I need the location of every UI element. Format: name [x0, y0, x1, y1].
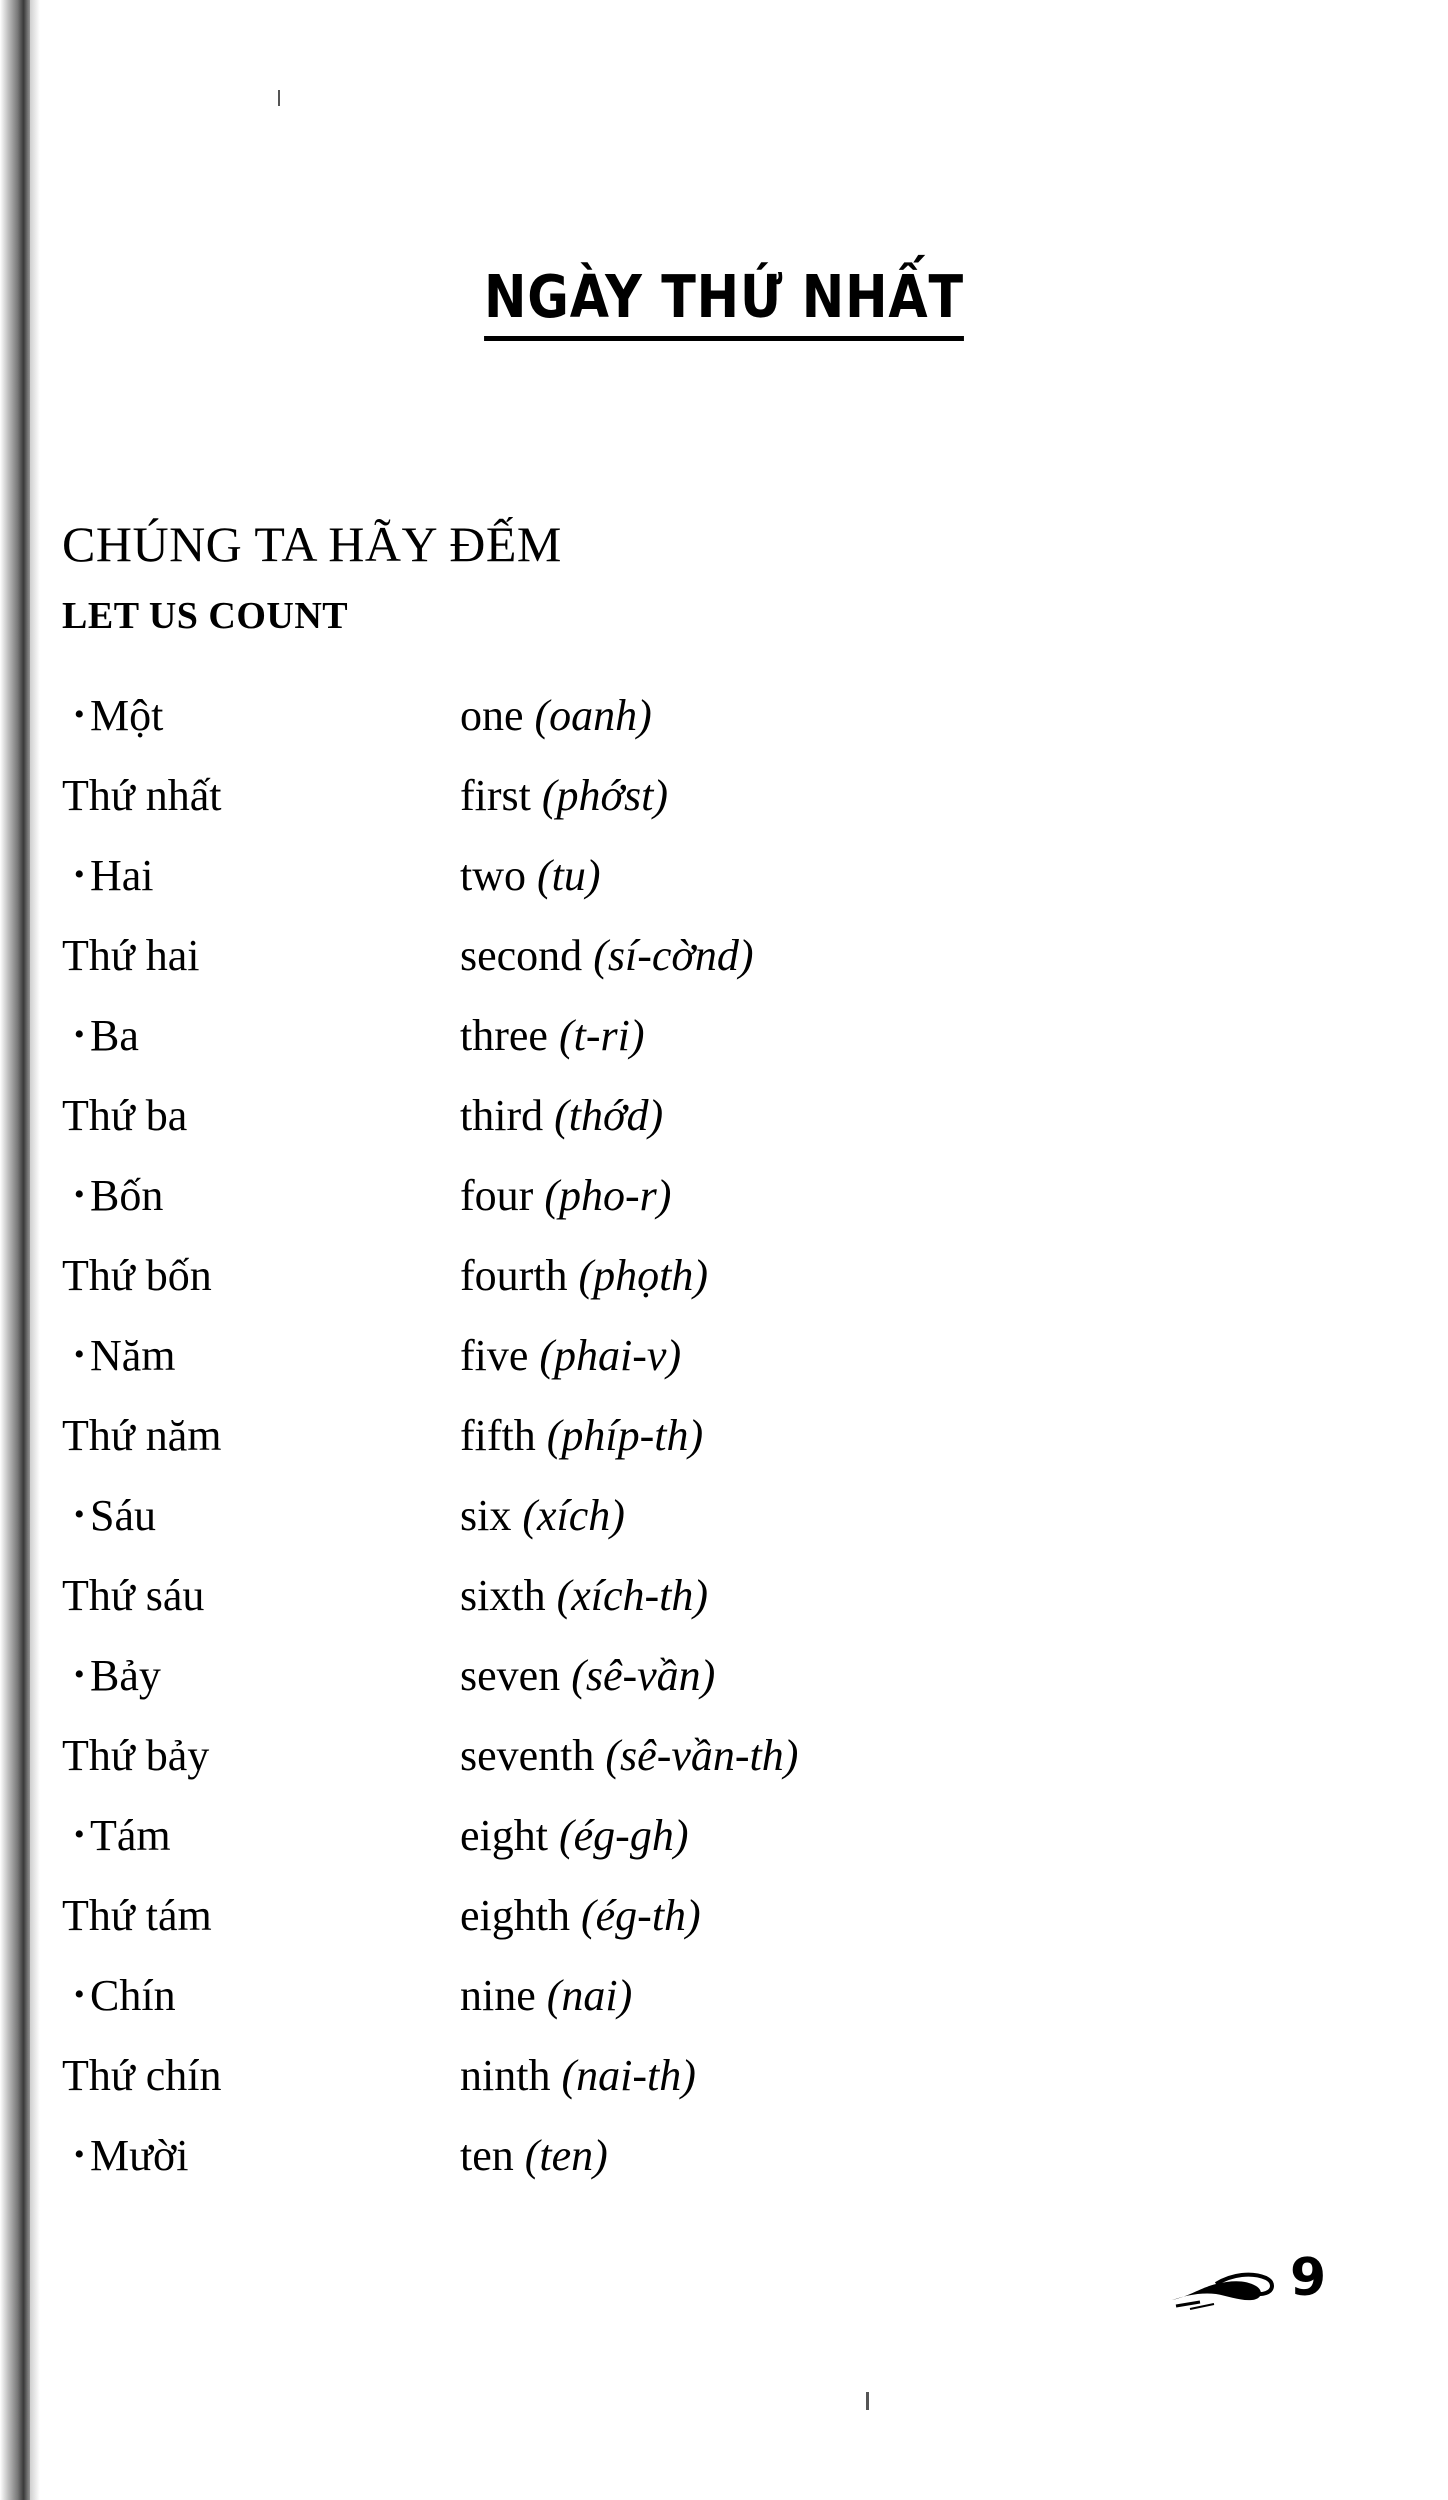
translation-word: seven	[460, 1651, 572, 1700]
vocabulary-term-text: Một	[90, 691, 164, 740]
vocabulary-translation-english	[460, 930, 754, 981]
translation-word: first	[460, 771, 542, 820]
vocabulary-term-vietnamese	[62, 1890, 462, 1941]
vocabulary-term-vietnamese	[62, 1010, 490, 1061]
vocabulary-row	[0, 930, 1448, 1010]
translation-word: seventh	[460, 1731, 606, 1780]
vocabulary-term-text: Tám	[90, 1811, 171, 1860]
vocabulary-translation-english	[460, 1890, 701, 1941]
vocabulary-row	[0, 850, 1448, 930]
pronunciation-gloss: (t-ri)	[558, 1011, 645, 1060]
pronunciation-gloss: (sê-vần-th)	[605, 1731, 799, 1780]
vocabulary-row	[0, 770, 1448, 850]
vocabulary-term-text: Thứ bốn	[62, 1251, 212, 1300]
translation-word: one	[460, 691, 535, 740]
page-number: 9	[1290, 2248, 1327, 2308]
pronunciation-gloss: (nai-th)	[561, 2051, 696, 2100]
vocabulary-term-vietnamese	[62, 930, 462, 981]
translation-word: three	[460, 1011, 559, 1060]
vocabulary-translation-english	[460, 1090, 663, 1141]
vocabulary-translation-english	[460, 1570, 708, 1621]
vocabulary-row	[0, 1570, 1448, 1650]
translation-word: third	[460, 1091, 555, 1140]
section-heading-vietnamese: CHÚNG TA HÃY ĐẾM	[62, 516, 562, 572]
vocabulary-term-vietnamese	[62, 1330, 490, 1381]
vocabulary-term-text: Thứ chín	[62, 2051, 222, 2100]
vocabulary-term-text: Bốn	[90, 1171, 164, 1220]
vocabulary-row	[0, 1890, 1448, 1970]
bullet-icon: •	[74, 1818, 85, 1851]
translation-word: fifth	[460, 1411, 547, 1460]
vocabulary-row	[0, 1250, 1448, 1330]
translation-word: sixth	[460, 1571, 557, 1620]
vocabulary-term-vietnamese	[62, 1090, 462, 1141]
vocabulary-row	[0, 1090, 1448, 1170]
translation-word: eighth	[460, 1891, 581, 1940]
translation-word: two	[460, 851, 537, 900]
vocabulary-term-vietnamese	[62, 1170, 490, 1221]
pronunciation-gloss: (thớd)	[554, 1091, 664, 1140]
section-heading-english: LET US COUNT	[62, 595, 349, 637]
pronunciation-gloss: (pho-r)	[544, 1171, 672, 1220]
chapter-title-text: NGÀY THỨ NHẤT	[484, 262, 964, 341]
vocabulary-row	[0, 1010, 1448, 1090]
vocabulary-row	[0, 1170, 1448, 1250]
vocabulary-term-text: Sáu	[90, 1491, 156, 1540]
vocabulary-translation-english	[460, 1970, 632, 2021]
vocabulary-row	[0, 1810, 1448, 1890]
translation-word: ten	[460, 2131, 525, 2180]
vocabulary-term-vietnamese	[62, 1570, 462, 1621]
vocabulary-translation-english	[460, 1810, 688, 1861]
vocabulary-term-text: Thứ bảy	[62, 1731, 210, 1780]
vocabulary-term-vietnamese	[62, 1730, 462, 1781]
vocabulary-translation-english	[460, 2050, 696, 2101]
vocabulary-term-vietnamese	[62, 1490, 490, 1541]
translation-word: fourth	[460, 1251, 579, 1300]
translation-word: ninth	[460, 2051, 562, 2100]
vocabulary-term-vietnamese	[62, 850, 490, 901]
registration-tick-bottom	[866, 2392, 869, 2410]
vocabulary-translation-english	[460, 1170, 671, 1221]
vocabulary-translation-english	[460, 1410, 703, 1461]
registration-tick-top	[278, 90, 280, 106]
vocabulary-term-text: Thứ năm	[62, 1411, 222, 1460]
vocabulary-term-vietnamese	[62, 770, 462, 821]
bullet-icon: •	[74, 1178, 85, 1211]
bullet-icon: •	[74, 2138, 85, 2171]
translation-word: nine	[460, 1971, 547, 2020]
pronunciation-gloss: (xích)	[522, 1491, 625, 1540]
vocabulary-term-text: Bảy	[90, 1651, 161, 1700]
pronunciation-gloss: (nai)	[546, 1971, 633, 2020]
bullet-icon: •	[74, 858, 85, 891]
vocabulary-term-text: Thứ nhất	[62, 771, 222, 820]
vocabulary-translation-english	[460, 1650, 715, 1701]
bullet-icon: •	[74, 1658, 85, 1691]
translation-word: eight	[460, 1811, 559, 1860]
vocabulary-list	[0, 690, 1448, 2210]
vocabulary-term-text: Chín	[90, 1971, 176, 2020]
pronunciation-gloss: (oanh)	[534, 691, 652, 740]
bullet-icon: •	[74, 1498, 85, 1531]
vocabulary-translation-english	[460, 1010, 644, 1061]
vocabulary-row	[0, 1490, 1448, 1570]
vocabulary-term-vietnamese	[62, 1970, 490, 2021]
vocabulary-row	[0, 2130, 1448, 2210]
flourish-ornament-icon	[1170, 2266, 1280, 2310]
translation-word: six	[460, 1491, 523, 1540]
pronunciation-gloss: (phọth)	[578, 1251, 709, 1300]
bullet-icon: •	[74, 1978, 85, 2011]
chapter-title	[101, 262, 1346, 341]
pronunciation-gloss: (sê-vần)	[571, 1651, 716, 1700]
vocabulary-translation-english	[460, 690, 652, 741]
translation-word: four	[460, 1171, 545, 1220]
pronunciation-gloss: (tu)	[537, 851, 601, 900]
vocabulary-translation-english	[460, 2130, 608, 2181]
vocabulary-term-text: Thứ ba	[62, 1091, 188, 1140]
vocabulary-translation-english	[460, 1250, 708, 1301]
vocabulary-row	[0, 1650, 1448, 1730]
pronunciation-gloss: (sí-cờnd)	[593, 931, 754, 980]
vocabulary-translation-english	[460, 1490, 625, 1541]
vocabulary-term-vietnamese	[62, 690, 490, 741]
vocabulary-row	[0, 690, 1448, 770]
vocabulary-term-text: Thứ tám	[62, 1891, 212, 1940]
vocabulary-term-vietnamese	[62, 1410, 462, 1461]
vocabulary-term-vietnamese	[62, 1810, 490, 1861]
bullet-icon: •	[74, 698, 85, 731]
pronunciation-gloss: (xích-th)	[556, 1571, 709, 1620]
vocabulary-term-text: Thứ sáu	[62, 1571, 205, 1620]
vocabulary-translation-english	[460, 770, 668, 821]
pronunciation-gloss: (phíp-th)	[546, 1411, 704, 1460]
vocabulary-term-vietnamese	[62, 2050, 462, 2101]
vocabulary-term-vietnamese	[62, 1650, 490, 1701]
vocabulary-term-vietnamese	[62, 2130, 490, 2181]
translation-word: five	[460, 1331, 540, 1380]
pronunciation-gloss: (phớst)	[541, 771, 669, 820]
vocabulary-term-text: Mười	[90, 2131, 189, 2180]
vocabulary-term-text: Thứ hai	[62, 931, 200, 980]
bullet-icon: •	[74, 1338, 85, 1371]
vocabulary-row	[0, 2050, 1448, 2130]
vocabulary-row	[0, 1970, 1448, 2050]
translation-word: second	[460, 931, 594, 980]
page-footer	[1150, 2250, 1410, 2330]
vocabulary-term-text: Hai	[90, 851, 154, 900]
vocabulary-translation-english	[460, 1330, 681, 1381]
vocabulary-row	[0, 1410, 1448, 1490]
vocabulary-translation-english	[460, 1730, 798, 1781]
pronunciation-gloss: (ég-th)	[580, 1891, 701, 1940]
vocabulary-row	[0, 1330, 1448, 1410]
vocabulary-translation-english	[460, 850, 601, 901]
pronunciation-gloss: (ten)	[524, 2131, 608, 2180]
vocabulary-row	[0, 1730, 1448, 1810]
bullet-icon: •	[74, 1018, 85, 1051]
vocabulary-term-vietnamese	[62, 1250, 462, 1301]
vocabulary-term-text: Ba	[90, 1011, 139, 1060]
pronunciation-gloss: (ég-gh)	[558, 1811, 689, 1860]
vocabulary-term-text: Năm	[90, 1331, 176, 1380]
pronunciation-gloss: (phai-v)	[539, 1331, 682, 1380]
